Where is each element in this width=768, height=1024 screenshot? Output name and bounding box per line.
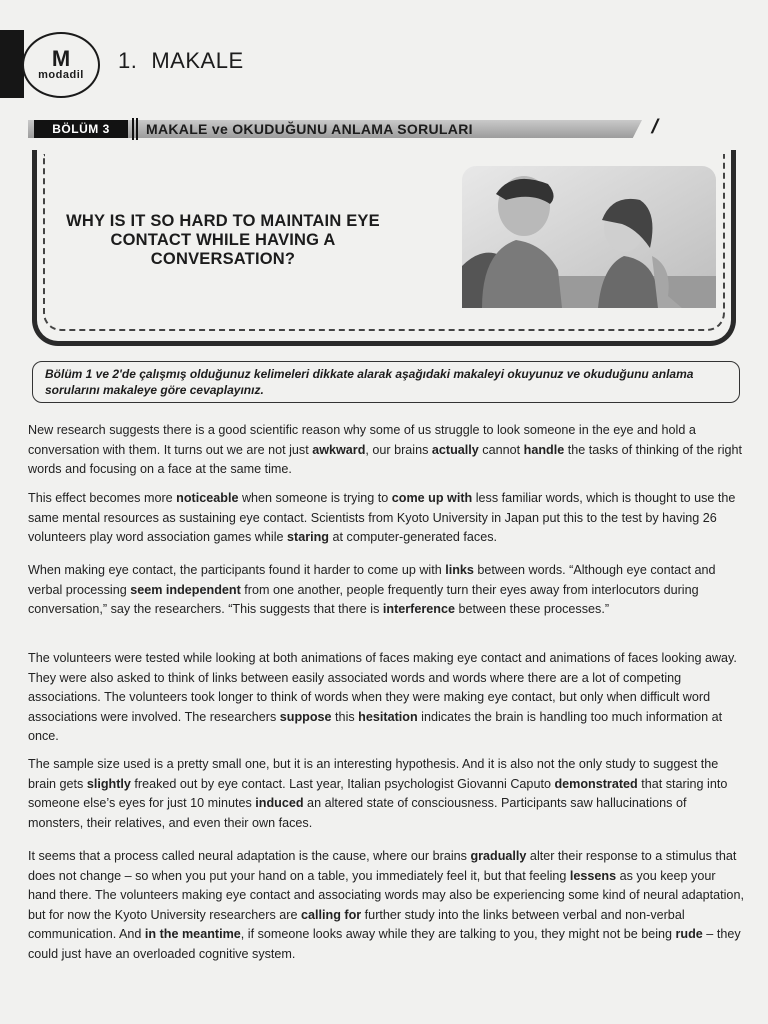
text-run: less familiar words, which is thought to use the same mental resources as sustaining eye contact. Scientists from Kyoto University in Japan put this to the test by having 26 volunteers play word association games while: [28, 491, 736, 545]
vocabulary-word: come up with: [391, 491, 473, 505]
text-run: an altered state of consciousness. Participants saw hallucinations of monsters, their relatives, and even their own faces.: [28, 796, 687, 830]
vocabulary-word: handle: [523, 442, 565, 457]
modadil-logo: [22, 32, 100, 98]
instruction-box: Bölüm 1 ve 2'de çalışmış olduğunuz kelimeleri dikkate alarak aşağıdaki makaleyi okuyunuz ve okuduğunu anlama sorularını makaleye göre cevaplayınız.: [32, 361, 740, 403]
section-title: MAKALE ve OKUDUĞUNU ANLAMA SORULARI: [146, 121, 473, 137]
vocabulary-word: in the meantime: [144, 927, 241, 942]
text-run: that staring into someone else’s eyes for just 10 minutes: [28, 776, 728, 811]
text-run: When making eye contact, the participants found it harder to come up with: [28, 563, 446, 577]
page-heading: [118, 48, 244, 74]
vocabulary-word: demonstrated: [554, 776, 638, 791]
text-run: It seems that a process called neural adaptation is the cause, where our brains: [28, 849, 471, 863]
text-run: the tasks of thinking of the right words and focusing on a face at the same time.: [28, 442, 743, 477]
text-run: further study into the links between verbal and non-verbal communication. And: [28, 907, 685, 942]
article-paragraph-3: [28, 561, 744, 620]
text-run: New research suggests there is a good scientific reason why some of us struggle to look someone in the eye and hold a conversation with them. It turns out we are not just: [28, 423, 696, 457]
vocabulary-word: links: [445, 563, 474, 577]
article-paragraph-6: [28, 847, 744, 965]
text-run: The volunteers were tested while looking at both animations of faces making eye contact and animations of faces looking away. They were also asked to think of links between easily associated words and words where there are a lot of competing associations. The volunteers took longer to think of words when they were making eye contact, but only when difficult word associations were involved. The researchers: [28, 651, 737, 724]
couple-photo: [462, 166, 716, 308]
text-run: this: [331, 709, 359, 724]
chapter-title: MAKALE: [151, 48, 244, 73]
article-paragraph-5: [28, 755, 744, 833]
vocabulary-word: interference: [382, 602, 455, 617]
vocabulary-word: gradually: [470, 849, 527, 863]
article-title: WHY IS IT SO HARD TO MAINTAIN EYE CONTACT WHILE HAVING A CONVERSATION?: [66, 212, 380, 268]
text-run: when someone is trying to: [238, 491, 392, 505]
text-run: The sample size used is a pretty small one, but it is an interesting hypothesis. And it is also not the only study to suggest the brain gets: [28, 757, 719, 791]
text-run: cannot: [478, 442, 524, 457]
vocabulary-word: rude: [675, 927, 703, 942]
vocabulary-word: actually: [431, 442, 479, 457]
vocabulary-word: induced: [255, 796, 304, 811]
vocabulary-word: suppose: [279, 709, 332, 724]
article-paragraph-1: [28, 421, 744, 480]
text-run: alter their response to a stimulus that does not change – so when you put your hand on a table, you immediately feel it, but that feeling: [28, 849, 737, 883]
text-run: – they could just have an overloaded cognitive system.: [28, 927, 741, 961]
section-divider: [132, 118, 134, 140]
section-label: BÖLÜM 3: [34, 120, 128, 138]
vocabulary-word: calling for: [301, 907, 362, 922]
vocabulary-word: seem independent: [130, 582, 241, 597]
vocabulary-word: slightly: [86, 776, 131, 791]
vocabulary-word: awkward: [312, 442, 366, 457]
chapter-number: 1.: [118, 48, 138, 73]
text-run: between words. “Although eye contact and verbal processing: [28, 563, 716, 597]
vocabulary-word: staring: [287, 530, 330, 545]
text-run: , if someone looks away while they are talking to you, they might not be being: [240, 927, 676, 942]
text-run: between these processes.”: [455, 602, 610, 617]
section-header-bar: [28, 116, 661, 140]
text-run: from one another, people frequently turn their eyes away from interlocutors during conversation,” say the researchers. “This suggests that there is: [28, 582, 699, 617]
vocabulary-word: noticeable: [176, 491, 239, 505]
section-divider: [136, 118, 138, 140]
text-run: This effect becomes more: [28, 491, 177, 505]
text-run: indicates the brain is handling too much information at once.: [28, 709, 723, 744]
article-paragraph-4: [28, 649, 744, 747]
article-paragraph-2: [28, 489, 744, 548]
page-corner-tab: [0, 30, 24, 98]
text-run: freaked out by eye contact. Last year, Italian psychologist Giovanni Caputo: [130, 776, 555, 791]
slash-decoration: /: [649, 116, 661, 138]
text-run: at computer-generated faces.: [329, 530, 498, 545]
logo-text: modadil: [38, 69, 84, 81]
text-run: , our brains: [365, 442, 432, 457]
vocabulary-word: hesitation: [358, 709, 418, 724]
text-run: as you keep your hand there. The volunteers making eye contact and associating words may also be experiencing some kind of neural adaptation, but for now the Kyoto University researchers are: [28, 868, 744, 922]
vocabulary-word: lessens: [569, 868, 617, 883]
logo-mark: M: [51, 46, 71, 71]
